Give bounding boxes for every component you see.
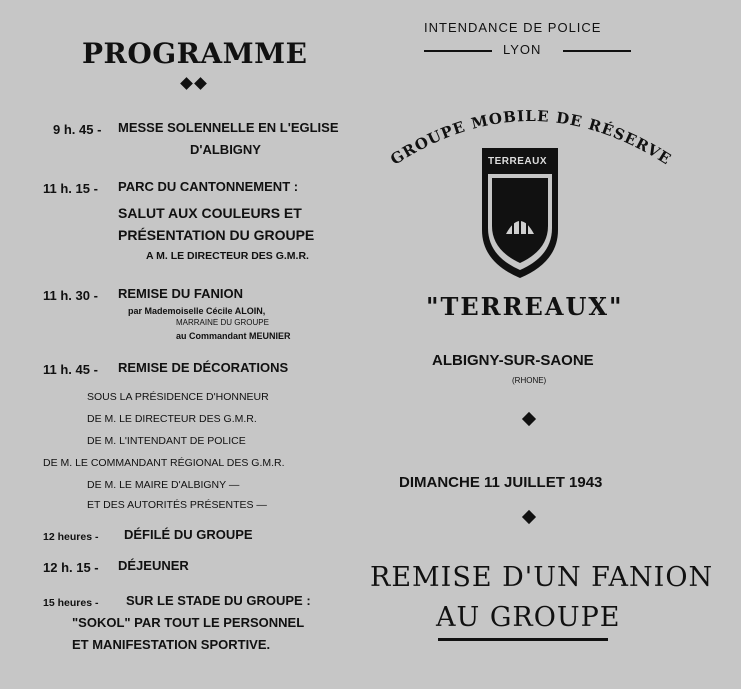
group-name: "TERREAUX" <box>426 292 624 321</box>
event-title-line2: AU GROUPE <box>436 602 621 633</box>
diamond-ornament <box>180 77 193 90</box>
time-label: 12 h. 15 - <box>43 560 99 575</box>
programme-line: DE M. LE COMMANDANT RÉGIONAL DES G.M.R. <box>43 457 285 469</box>
emblem-arc-label: GROUPE MOBILE DE RÉSERVE <box>387 106 675 169</box>
programme-line: SALUT AUX COULEURS ET <box>118 205 302 221</box>
time-label: 11 h. 15 - <box>43 181 98 196</box>
programme-line: A M. LE DIRECTEUR DES G.M.R. <box>146 250 309 262</box>
diamond-ornament <box>522 412 536 426</box>
programme-line: ET MANIFESTATION SPORTIVE. <box>72 637 271 652</box>
diamond-ornament <box>522 510 536 524</box>
programme-title: PROGRAMME <box>82 37 308 70</box>
header-rule-left <box>424 50 492 52</box>
town-name: ALBIGNY-SUR-SAONE <box>432 352 594 369</box>
header-rule-right <box>563 50 631 52</box>
event-date: DIMANCHE 11 JUILLET 1943 <box>399 474 603 491</box>
programme-line: DE M. LE MAIRE D'ALBIGNY — <box>87 479 240 491</box>
programme-line: "SOKOL" PAR TOUT LE PERSONNEL <box>72 615 305 630</box>
time-label: 9 h. 45 - <box>53 122 102 137</box>
header-line1: INTENDANCE DE POLICE <box>424 20 602 35</box>
programme-line: D'ALBIGNY <box>190 142 261 157</box>
programme-line: MARRAINE DU GROUPE <box>176 318 269 327</box>
header-line2: LYON <box>503 42 542 57</box>
programme-line: ET DES AUTORITÉS PRÉSENTES — <box>87 499 267 511</box>
diamond-ornament <box>194 77 207 90</box>
time-label: 12 heures - <box>43 531 99 543</box>
programme-line: SOUS LA PRÉSIDENCE D'HONNEUR <box>87 391 269 403</box>
programme-line: DÉFILÉ DU GROUPE <box>124 527 253 542</box>
time-label: 15 heures - <box>43 597 99 609</box>
shield-text: TERREAUX <box>488 156 548 167</box>
event-title-line1: REMISE D'UN FANION <box>370 562 714 593</box>
programme-line: par Mademoiselle Cécile ALOIN, <box>128 306 266 316</box>
programme-line: au Commandant MEUNIER <box>176 331 291 341</box>
programme-line: PRÉSENTATION DU GROUPE <box>118 227 315 243</box>
programme-line: MESSE SOLENNELLE EN L'EGLISE <box>118 120 339 135</box>
programme-line: DE M. L'INTENDANT DE POLICE <box>87 435 246 447</box>
programme-line: SUR LE STADE DU GROUPE : <box>126 593 311 608</box>
event-title-underline <box>438 638 608 641</box>
programme-line: REMISE DE DÉCORATIONS <box>118 360 289 375</box>
programme-line: DE M. LE DIRECTEUR DES G.M.R. <box>87 413 257 425</box>
time-label: 11 h. 45 - <box>43 362 98 377</box>
programme-line: PARC DU CANTONNEMENT : <box>118 179 299 194</box>
programme-line: DÉJEUNER <box>118 558 189 573</box>
programme-line: REMISE DU FANION <box>118 286 243 301</box>
time-label: 11 h. 30 - <box>43 288 98 303</box>
department: (RHONE) <box>512 376 547 385</box>
